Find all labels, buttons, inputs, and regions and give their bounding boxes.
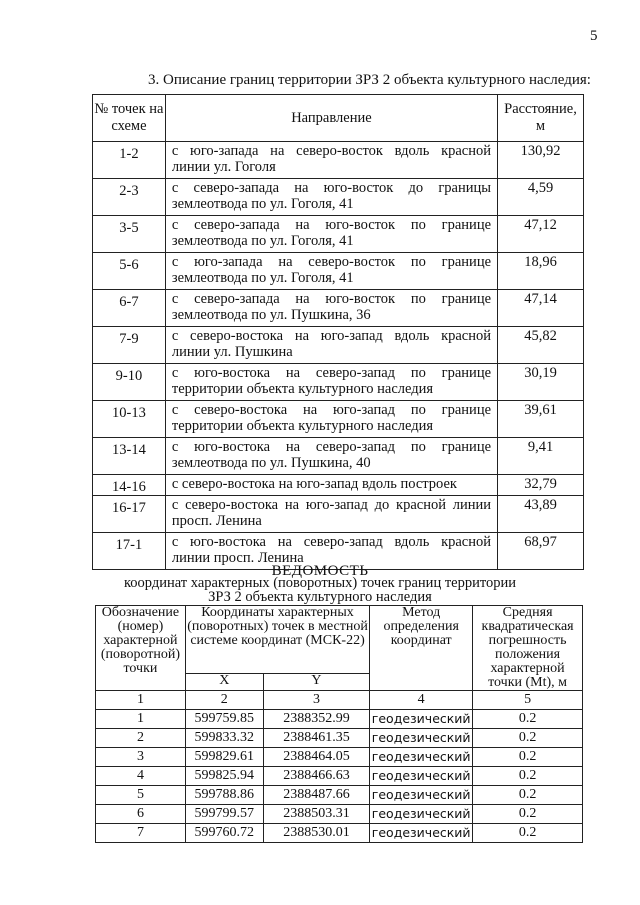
coordinates-table [95, 605, 583, 843]
row-distance: 47,14 [498, 290, 584, 327]
point-number: 6 [96, 805, 186, 824]
coord-x: 599788.86 [185, 786, 263, 805]
section-title: 3. Описание границ территории ЗРЗ 2 объекта культурного наследия: [148, 72, 591, 88]
coord-method: геодезический [370, 729, 473, 748]
row-points: 13-14 [93, 438, 166, 475]
coord-y: 2388530.01 [263, 824, 370, 843]
row-points: 6-7 [93, 290, 166, 327]
row-distance: 68,97 [498, 533, 584, 570]
statement-subtitle-line2: ЗРЗ 2 объекта культурного наследия [208, 589, 432, 605]
row-distance: 45,82 [498, 327, 584, 364]
header-points: № точек на схеме [93, 95, 166, 142]
table-row [96, 767, 583, 786]
row-points: 9-10 [93, 364, 166, 401]
column-numbers-row [96, 691, 583, 710]
coord-x: 599825.94 [185, 767, 263, 786]
row-points: 3-5 [93, 216, 166, 253]
coords-header-row [96, 606, 583, 674]
row-distance: 18,96 [498, 253, 584, 290]
header-coordinates: Координаты характерных (поворотных) точек в местной системе координат (МСК-22) [185, 606, 369, 674]
statement-heading: ВЕДОМОСТЬ [271, 563, 369, 579]
boundary-table-header [93, 95, 584, 142]
table-row [93, 142, 584, 179]
coord-y: 2388464.05 [263, 748, 370, 767]
table-row [96, 786, 583, 805]
row-points: 2-3 [93, 179, 166, 216]
column-number: 5 [473, 691, 583, 710]
table-row [93, 475, 584, 496]
row-distance: 47,12 [498, 216, 584, 253]
table-row [93, 496, 584, 533]
coord-method: геодезический [370, 767, 473, 786]
coord-method: геодезический [370, 805, 473, 824]
column-number: 3 [263, 691, 370, 710]
row-points: 5-6 [93, 253, 166, 290]
row-direction: с северо-запада на юго-восток по границе землеотвода по ул. Гоголя, 41 [165, 216, 497, 253]
coord-x: 599833.32 [185, 729, 263, 748]
table-row [93, 327, 584, 364]
page-number: 5 [590, 28, 598, 44]
row-direction: с северо-востока на юго-запад вдоль красной линии ул. Пушкина [165, 327, 497, 364]
point-number: 2 [96, 729, 186, 748]
row-distance: 4,59 [498, 179, 584, 216]
coord-method: геодезический [370, 710, 473, 729]
row-direction: с северо-востока на юго-запад вдоль построек [165, 475, 497, 496]
table-row [96, 729, 583, 748]
statement-subtitle [0, 576, 640, 604]
table-row [96, 805, 583, 824]
row-distance: 30,19 [498, 364, 584, 401]
table-row [93, 253, 584, 290]
coord-y: 2388487.66 [263, 786, 370, 805]
table-row [96, 824, 583, 843]
coord-error: 0.2 [473, 710, 583, 729]
coord-error: 0.2 [473, 729, 583, 748]
point-number: 3 [96, 748, 186, 767]
table-row [93, 179, 584, 216]
row-direction: с северо-востока на юго-запад по границе территории объекта культурного наследия [165, 401, 497, 438]
row-direction: с юго-запада на северо-восток по границе землеотвода по ул. Гоголя, 41 [165, 253, 497, 290]
row-distance: 39,61 [498, 401, 584, 438]
column-number: 4 [370, 691, 473, 710]
coord-method: геодезический [370, 748, 473, 767]
coord-x: 599759.85 [185, 710, 263, 729]
row-direction: с юго-востока на северо-запад по границе территории объекта культурного наследия [165, 364, 497, 401]
boundary-description-table [92, 94, 584, 570]
row-points: 14-16 [93, 475, 166, 496]
header-error: Средняя квадратическая погрешность положения характерной точки (Mt), м [473, 606, 583, 691]
row-distance: 43,89 [498, 496, 584, 533]
row-points: 17-1 [93, 533, 166, 570]
coord-error: 0.2 [473, 786, 583, 805]
header-x: X [185, 674, 263, 691]
table-row [93, 364, 584, 401]
coord-y: 2388352.99 [263, 710, 370, 729]
point-number: 4 [96, 767, 186, 786]
coord-error: 0.2 [473, 805, 583, 824]
table-row [96, 710, 583, 729]
point-number: 1 [96, 710, 186, 729]
coord-error: 0.2 [473, 767, 583, 786]
table-row [96, 748, 583, 767]
coord-x: 599829.61 [185, 748, 263, 767]
header-distance: Расстояние, м [498, 95, 584, 142]
row-distance: 9,41 [498, 438, 584, 475]
column-number: 1 [96, 691, 186, 710]
row-points: 10-13 [93, 401, 166, 438]
table-row [93, 216, 584, 253]
table-row [93, 401, 584, 438]
row-points: 16-17 [93, 496, 166, 533]
point-number: 7 [96, 824, 186, 843]
coord-error: 0.2 [473, 748, 583, 767]
row-direction: с северо-востока на юго-запад до красной линии просп. Ленина [165, 496, 497, 533]
statement-subtitle-line1: координат характерных (поворотных) точек границ территории [123, 575, 517, 591]
coord-method: геодезический [370, 824, 473, 843]
row-direction: с юго-востока на северо-запад вдоль красной линии просп. Ленина [165, 533, 497, 570]
row-distance: 32,79 [498, 475, 584, 496]
row-direction: с юго-востока на северо-запад по границе землеотвода по ул. Пушкина, 40 [165, 438, 497, 475]
column-number: 2 [185, 691, 263, 710]
table-row [93, 438, 584, 475]
coord-y: 2388466.63 [263, 767, 370, 786]
coord-x: 599799.57 [185, 805, 263, 824]
row-direction: с юго-запада на северо-восток вдоль красной линии ул. Гоголя [165, 142, 497, 179]
row-points: 7-9 [93, 327, 166, 364]
header-designation: Обозначение (номер) характерной (поворотной) точки [96, 606, 186, 691]
row-distance: 130,92 [498, 142, 584, 179]
row-direction: с северо-запада на юго-восток до границы землеотвода по ул. Гоголя, 41 [165, 179, 497, 216]
coord-y: 2388503.31 [263, 805, 370, 824]
row-direction: с северо-запада на юго-восток по границе землеотвода по ул. Пушкина, 36 [165, 290, 497, 327]
point-number: 5 [96, 786, 186, 805]
coord-y: 2388461.35 [263, 729, 370, 748]
header-y: Y [263, 674, 370, 691]
table-row [93, 290, 584, 327]
coord-x: 599760.72 [185, 824, 263, 843]
coord-error: 0.2 [473, 824, 583, 843]
header-direction: Направление [165, 95, 497, 142]
coord-method: геодезический [370, 786, 473, 805]
row-points: 1-2 [93, 142, 166, 179]
header-method: Метод определения координат [370, 606, 473, 691]
